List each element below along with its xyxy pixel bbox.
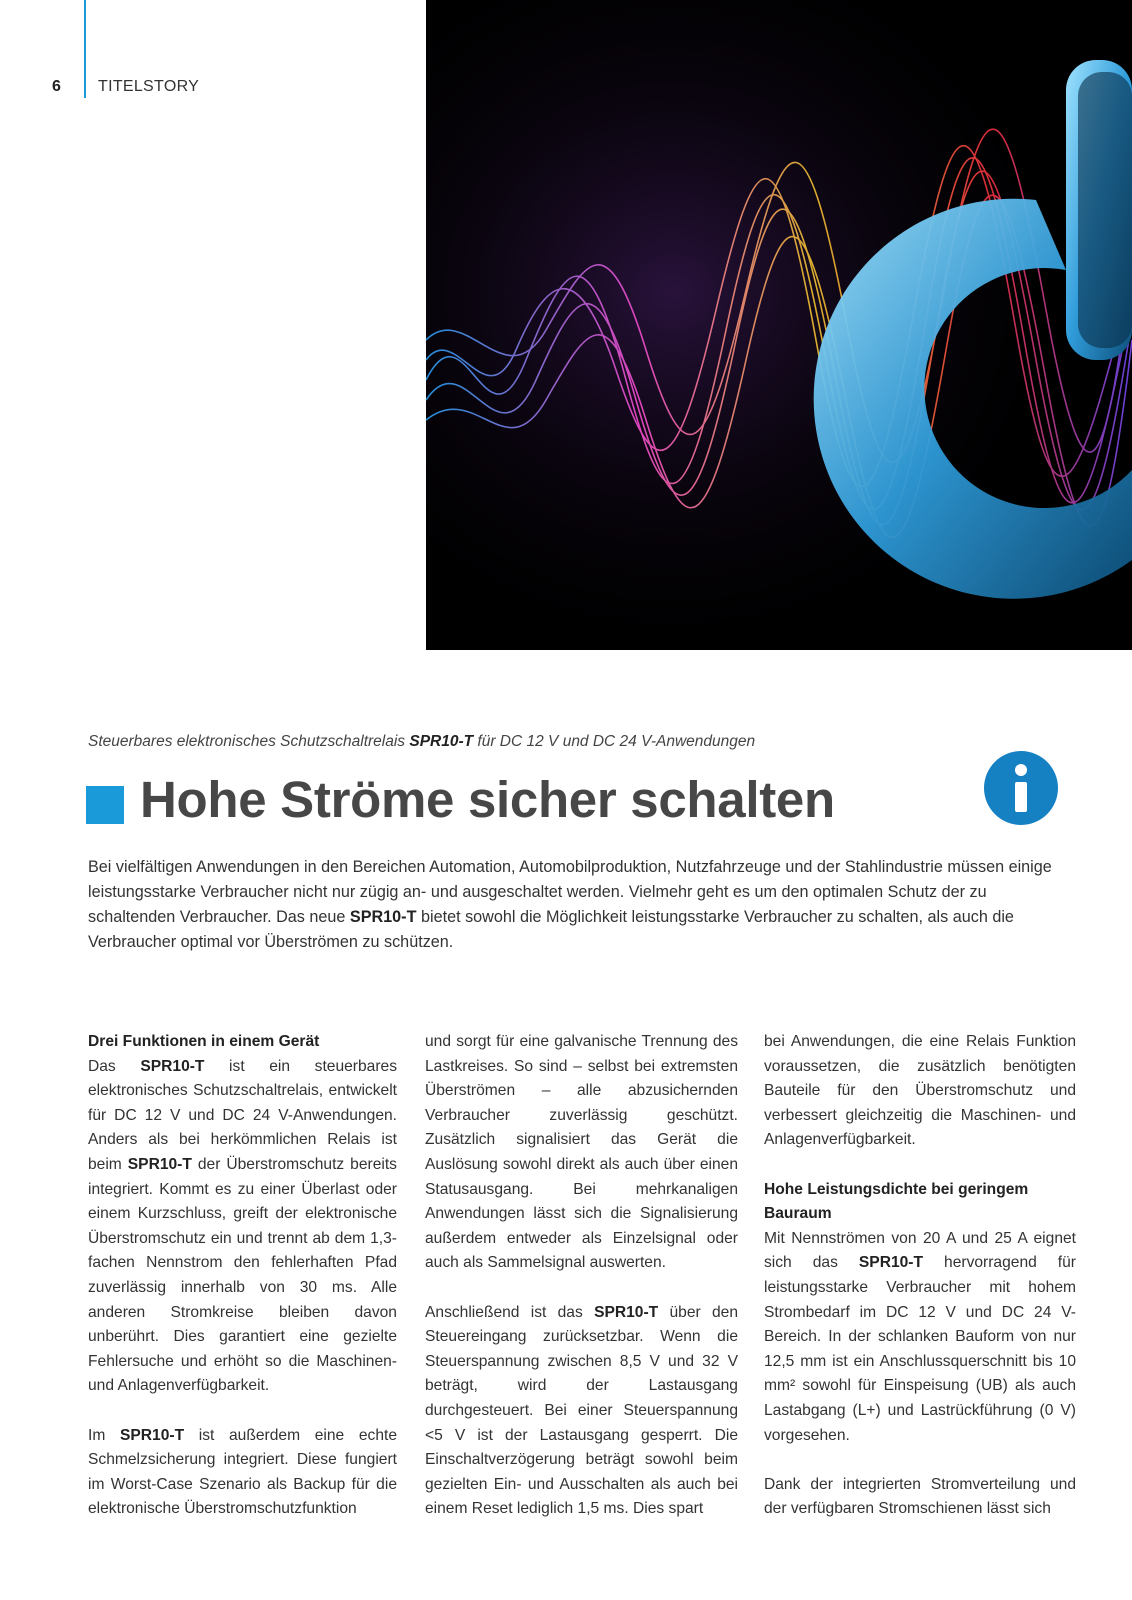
kicker-text: Steuerbares elektronisches Schutzschaltrelais [88,733,410,750]
intro-text: Bei vielfältigen Anwendungen in den Bereichen Automation, Automobilproduktion, Nutzfahrzeuge und der Stahlindustrie müssen einige leistungsstarke Verbraucher nicht nur zügig an- und ausgeschaltet werden. Vielmehr geht es um den optimalen Schutz der zu schaltenden Verbraucher. Das neue [88,858,1052,926]
article-intro [88,855,1060,955]
kicker-product: SPR10-T [409,733,474,750]
article-kicker [88,733,755,751]
column-2-paragraph-1: und sorgt für eine galvanische Trennung des Lastkreises. So sind – selbst bei extremsten Überströmen – alle abzusichernden Verbraucher zuverlässig geschützt. Zusätzlich signalisiert das Gerät die Auslösung sowohl direkt als auch über einen Statusausgang. Bei mehrkanaligen Anwendungen lässt sich die Signalisierung außerdem entweder als Einzelsignal oder auch als Sammelsignal auswerten. [425,1033,738,1272]
product-name: SPR10-T [140,1057,205,1075]
page-number: 6 [52,78,61,95]
header-divider-line [84,0,86,98]
column-2-paragraph-2 [425,1301,738,1522]
title-accent-square [86,786,124,824]
info-icon-stem [1015,782,1027,812]
article-title: Hohe Ströme sicher schalten [140,771,835,828]
text-run: über den Steuereingang zurücksetzbar. Wenn die Steuerspannung zwischen 8,5 V und 32 V beträgt, wird der Lastausgang durchgesteuert. Bei einer Steuerspannung <5 V ist der Lastausgang gesperrt. Die Einschaltverzögerung beträgt sowohl beim gezielten Ein- und Ausschalten als auch bei einem Reset lediglich 1,5 ms. Dies spart [425,1303,738,1518]
hero-graphic [426,0,1132,650]
product-name: SPR10-T [127,1155,192,1173]
product-name: SPR10-T [119,1426,185,1444]
text-run: der Überstromschutz bereits integriert. Kommt es zu einer Überlast oder einem Kurzschluss, greift der elektronische Überstromschutz ein und trennt ab dem 1,3-fachen Nennstrom den fehlerhaften Pfad zuverlässig innerhalb von 30 ms. Alle anderen Stromkreise bleiben davon unberührt. Dies garantiert eine gezielte Fehlersuche und erhöht so die Maschinen- und Anlagenverfügbarkeit. [88,1155,397,1395]
text-run: Anschließend ist das [425,1303,595,1321]
product-name: SPR10-T [594,1303,659,1321]
intro-text-end: bietet sowohl die Möglichkeit leistungsstarke Verbraucher zu schalten, als auch die Verbraucher optimal vor Überströmen zu schützen. [88,908,1014,951]
text-run: ist ein steuerbares elektronisches Schutzschaltrelais, entwickelt für DC 12 V und DC 24 V-Anwendungen. Anders als bei herkömmlichen Relais ist beim [88,1057,397,1173]
column-3 [764,1030,1076,1546]
column-3-heading: Hohe Leistungsdichte bei geringem Bauraum [764,1180,1029,1223]
text-run: Mit Nennströmen von 20 A und 25 A eignet sich das [764,1229,1076,1272]
info-icon-dot [1015,764,1027,776]
column-3-paragraph-2 [764,1227,1076,1448]
column-2 [425,1030,738,1546]
product-name: SPR10-T [858,1254,924,1272]
text-run: Im [88,1426,120,1444]
column-1-paragraph-2 [88,1424,397,1522]
info-icon [984,751,1058,825]
kicker-text-end: für DC 12 V und DC 24 V-Anwendungen [473,733,756,750]
hero-image [426,0,1132,650]
column-3-paragraph-3: Dank der integrierten Stromverteilung und der verfügbaren Stromschienen lässt sich [764,1475,1076,1518]
column-1-heading: Drei Funktionen in einem Gerät [88,1033,320,1050]
column-1-paragraph-1 [88,1055,397,1399]
intro-product: SPR10-T [349,908,417,926]
column-3-paragraph-1: bei Anwendungen, die eine Relais Funktion voraussetzen, die zusätzlich benötigten Bauteile für den Überstromschutz und verbessert gleichzeitig die Maschinen- und Anlagenverfügbarkeit. [764,1033,1076,1149]
text-run: ist außerdem eine echte Schmelzsicherung integriert. Diese fungiert im Worst-Case Szenario als Backup für die elektronische Überstromschutzfunktion [88,1426,398,1518]
section-label: TITELSTORY [98,78,200,95]
column-1 [88,1030,397,1546]
text-run: hervorragend für leistungsstarke Verbraucher mit hohem Strombedarf im DC 12 V und DC 24 V-Bereich. In der schlanken Bauform von nur 12,5 mm ist ein Anschlussquerschnitt bis 10 mm² sowohl für Einspeisung (UB) als auch Lastabgang (L+) und Lastrückführung (0 V) vorgesehen. [764,1254,1076,1444]
text-run: Das [88,1057,141,1075]
